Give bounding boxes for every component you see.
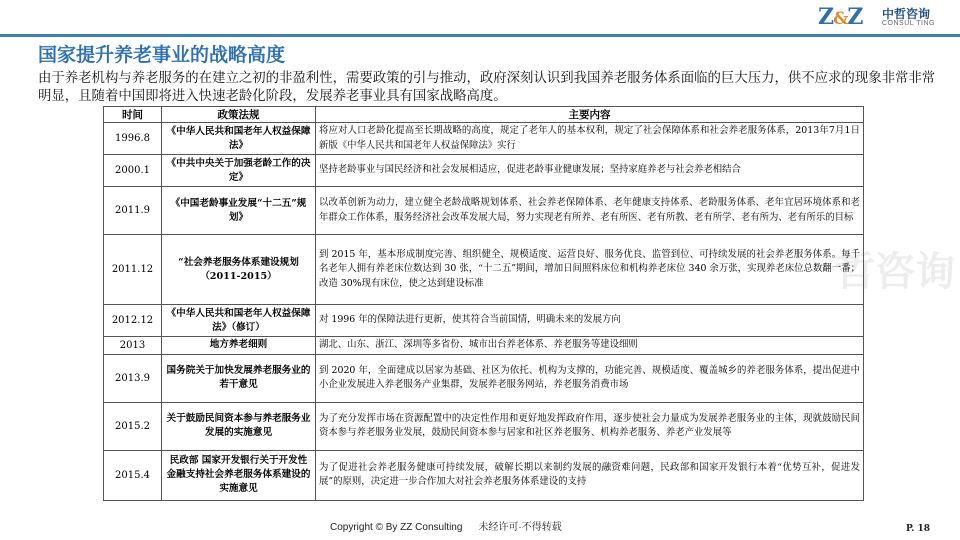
row-policy: 《中华人民共和国老年人权益保障法》: [162, 123, 316, 155]
header-content: 主要内容: [316, 107, 864, 123]
row-content: 湖北、山东、浙江、深圳等多省份、城市出台养老体系、养老服务等建设细则: [316, 337, 864, 355]
table-row: [104, 123, 864, 155]
row-policy: 关于鼓励民间资本参与养老服务业发展的实施意见: [162, 402, 316, 450]
row-time: 2012.12: [104, 305, 162, 337]
table-row: [104, 402, 864, 450]
row-content: 将应对人口老龄化提高至长期战略的高度，规定了老年人的基本权利，规定了社会保障体系和社会养老服务体系，2013年7月1日新版《中华人民共和国老年人权益保障法》实行: [316, 123, 864, 155]
page-number: P. 18: [906, 524, 931, 534]
table-header-row: [104, 107, 864, 123]
table-row: [104, 155, 864, 187]
row-time: 2011.9: [104, 187, 162, 235]
row-policy: “社会养老服务体系建设规划（2011-2015）: [162, 235, 316, 305]
row-time: 2013: [104, 337, 162, 355]
row-policy: 民政部 国家开发银行关于开发性金融支持社会养老服务体系建设的实施意见: [162, 450, 316, 500]
row-content: 到 2015 年，基本形成制度完善、组织健全、规模适度、运营良好、服务优良、监管到位、可持续发展的社会养老服务体系。每千名老年人拥有养老床位数达到 30 张，“十二五”期间，增加日间照料床位和机构养老床位 340 余万张，实现养老床位总数翻一番；改造 30%现有床位，使之达到建设标准: [316, 235, 864, 305]
table-row: [104, 354, 864, 402]
row-time: 2015.4: [104, 450, 162, 500]
copyright-text: Copyright © By ZZ Consulting: [330, 522, 463, 533]
table-row: [104, 337, 864, 355]
copyright-notice: 未经许可·不得转载: [478, 522, 562, 533]
logo-mark: Z&Z: [818, 4, 863, 30]
table-row: [104, 450, 864, 500]
watermark-text: 哲咨询: [835, 249, 955, 295]
row-time: 2011.12: [104, 235, 162, 305]
table-row: [104, 187, 864, 235]
row-policy: 国务院关于加快发展养老服务业的若干意见: [162, 354, 316, 402]
row-content: 以改革创新为动力，建立健全老龄战略规划体系、社会养老保障体系、老年健康支持体系、老龄服务体系、老年宜居环境体系和老年群众工作体系，服务经济社会改革发展大局，努力实现老有所养、老有所医、老有所教、老有所学、老有所为、老有所乐的目标: [316, 187, 864, 235]
logo-chinese-name: 中哲咨询: [882, 7, 931, 21]
row-time: 2000.1: [104, 155, 162, 187]
footer-copyright: [330, 518, 562, 533]
row-content: 到 2020 年，全面建成以居家为基础、社区为依托、机构为支撑的，功能完善、规模适度、覆盖城乡的养老服务体系，提出促进中小企业发展进入养老服务产业集群，发展养老服务网站，养老服务消费市场: [316, 354, 864, 402]
intro-paragraph: 由于养老机构与养老服务的在建立之初的非盈利性，需要政策的引与推动，政府深刻认识到我国养老服务体系面临的巨大压力，供不应求的现象非常非常明显，且随着中国即将进入快速老龄化阶段，发展养老事业具有国家战略高度。: [38, 71, 936, 104]
table-row: [104, 235, 864, 305]
header-time: 时间: [104, 107, 162, 123]
top-banner: [0, 0, 960, 34]
row-content: 对 1996 年的保障法进行更新，使其符合当前国情，明确未来的发展方向: [316, 305, 864, 337]
page-title: 国家提升养老事业的战略高度: [38, 44, 286, 66]
company-logo: [818, 4, 958, 32]
row-time: 2015.2: [104, 402, 162, 450]
row-policy: 地方养老细则: [162, 337, 316, 355]
row-content: 为了促进社会养老服务健康可持续发展，破解长期以来制约发展的融资难问题，民政部和国家开发银行本着“优势互补，促进发展”的原则，决定进一步合作加大对社会养老服务体系建设的支持: [316, 450, 864, 500]
row-policy: 《中国老龄事业发展“十二五”规划》: [162, 187, 316, 235]
header-divider: [0, 34, 960, 37]
table-row: [104, 305, 864, 337]
row-content: 为了充分发挥市场在资源配置中的决定性作用和更好地发挥政府作用，逐步使社会力量成为发展养老服务业的主体，现就鼓励民间资本参与养老服务业发展，鼓励民间资本参与居家和社区养老服务、机构养老服务、养老产业发展等: [316, 402, 864, 450]
row-content: 坚持老龄事业与国民经济和社会发展相适应，促进老龄事业健康发展；坚持家庭养老与社会养老相结合: [316, 155, 864, 187]
row-time: 2013.9: [104, 354, 162, 402]
row-policy: 《中共中央关于加强老龄工作的决定》: [162, 155, 316, 187]
header-policy: 政策法规: [162, 107, 316, 123]
row-time: 1996.8: [104, 123, 162, 155]
logo-english-name: CONSUL TING: [882, 20, 935, 27]
row-policy: 《中华人民共和国老年人权益保障法》（修订）: [162, 305, 316, 337]
policy-table: [103, 106, 864, 501]
